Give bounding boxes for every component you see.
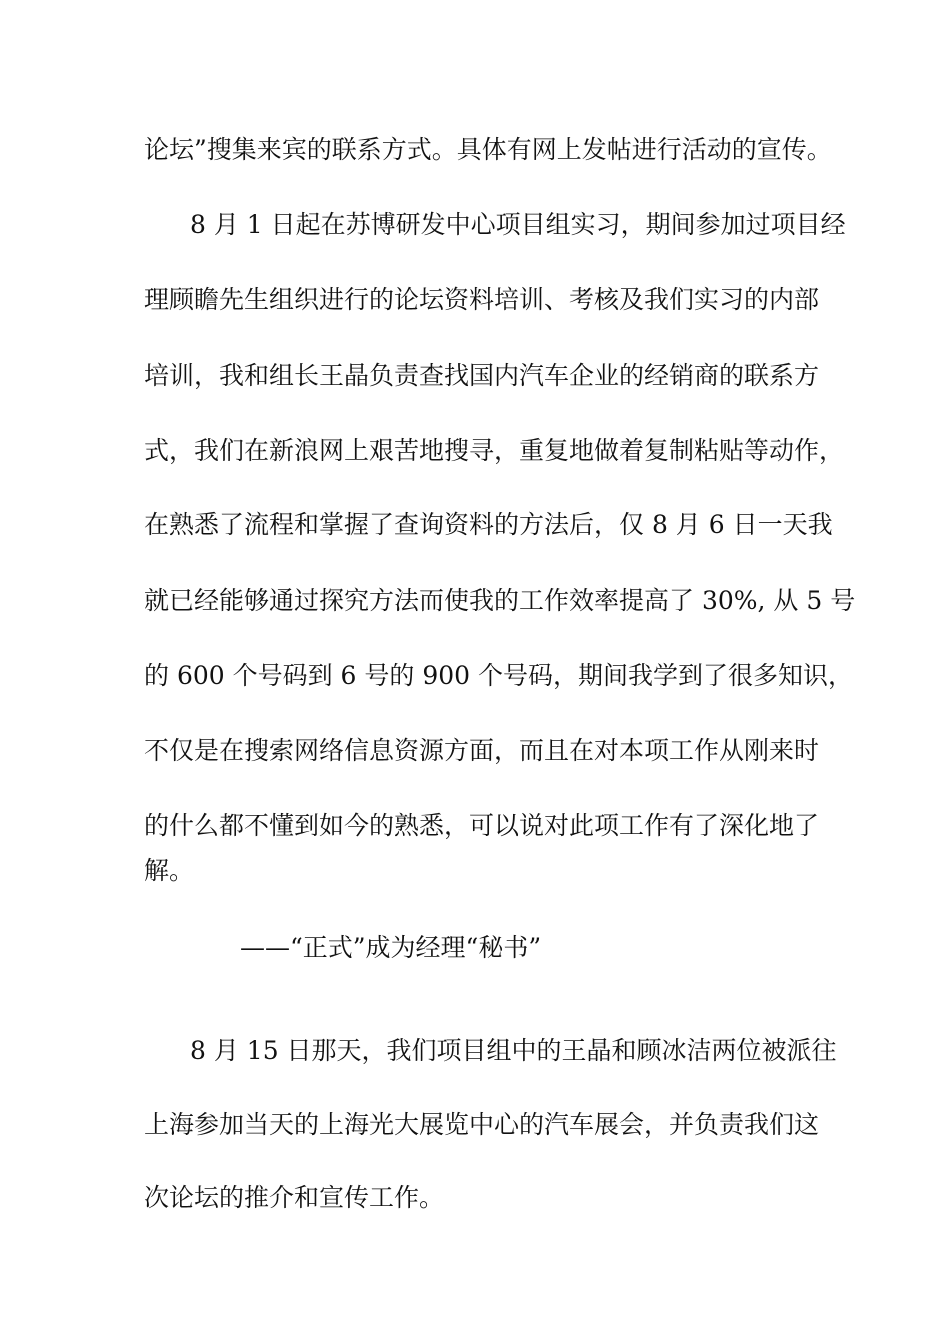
paragraph-line: 论坛”搜集来宾的联系方式。具体有网上发帖进行活动的宣传。 <box>144 135 832 164</box>
paragraph-line: 8 月 1 日起在苏博研发中心项目组实习，期间参加过项目经 <box>190 210 846 239</box>
paragraph-line: 在熟悉了流程和掌握了查询资料的方法后，仅 8 月 6 日一天我 <box>144 510 833 539</box>
paragraph-line: 的什么都不懂到如今的熟悉，可以说对此项工作有了深化地了 <box>144 811 820 840</box>
paragraph-line: 理顾瞻先生组织进行的论坛资料培训、考核及我们实习的内部 <box>144 285 820 314</box>
paragraph-line: 解。 <box>144 856 195 885</box>
paragraph-line: 式，我们在新浪网上艰苦地搜寻，重复地做着复制粘贴等动作， <box>144 436 845 465</box>
section-heading: ——“正式”成为经理“秘书” <box>240 933 542 962</box>
paragraph-line: 上海参加当天的上海光大展览中心的汽车展会，并负责我们这 <box>144 1110 820 1139</box>
paragraph-line: 不仅是在搜索网络信息资源方面，而且在对本项工作从刚来时 <box>144 736 820 765</box>
paragraph-line: 8 月 15 日那天，我们项目组中的王晶和顾冰洁两位被派往 <box>190 1036 837 1065</box>
paragraph-line: 培训，我和组长王晶负责查找国内汽车企业的经销商的联系方 <box>144 361 820 390</box>
paragraph-line: 次论坛的推介和宣传工作。 <box>144 1183 445 1212</box>
paragraph-line: 就已经能够通过探究方法而使我的工作效率提高了 30%, 从 5 号 <box>144 586 856 615</box>
paragraph-line: 的 600 个号码到 6 号的 900 个号码，期间我学到了很多知识， <box>144 661 854 690</box>
